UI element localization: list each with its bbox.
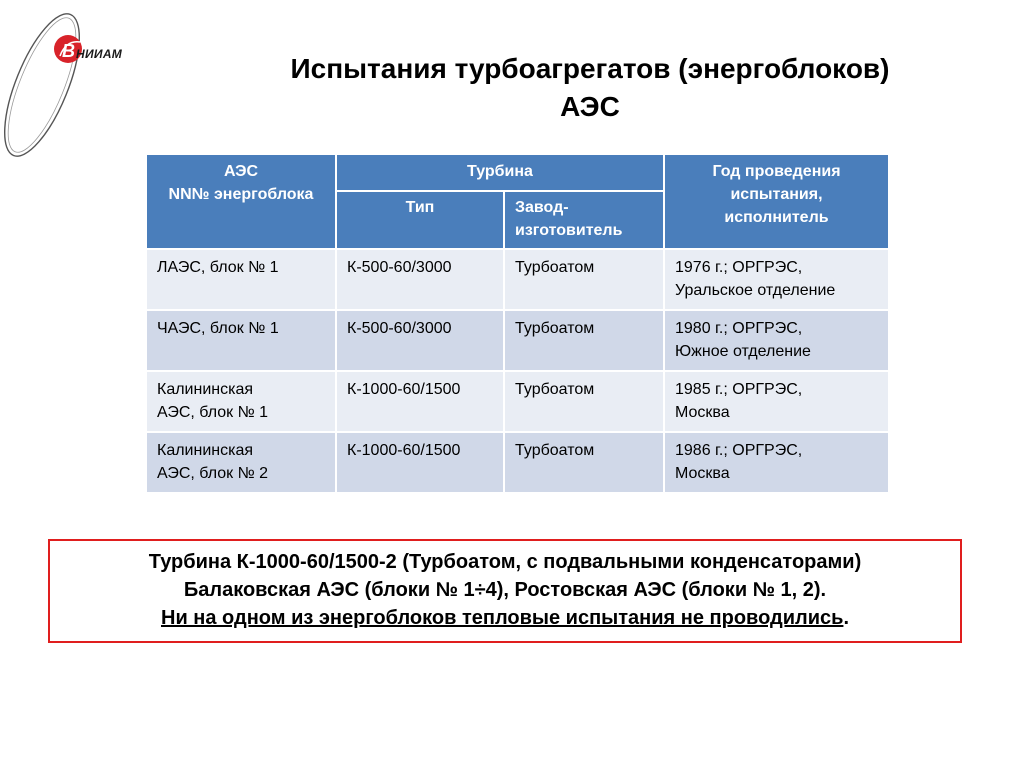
header-maker-line2: изготовитель: [515, 222, 623, 239]
header-year-line2: испытания,: [730, 186, 823, 203]
cell-aes: [146, 310, 336, 371]
tests-table: [145, 153, 890, 494]
header-turbine: Турбина: [336, 154, 664, 191]
note-line-1: Турбина К-1000-60/1500-2 (Турбоатом, с подвальными конденсаторами): [148, 551, 862, 573]
cell-aes: [146, 371, 336, 432]
cell-aes-line1: Калининская: [157, 442, 254, 459]
table-header-row: [146, 154, 889, 191]
header-year-line3: исполнитель: [724, 209, 829, 226]
header-aes-line2: NN№ энергоблока: [168, 186, 314, 203]
title-line-2: АЭС: [560, 91, 620, 122]
cell-type: К-500-60/3000: [336, 310, 504, 371]
header-maker-line1: Завод-: [515, 199, 569, 216]
page-title: [180, 50, 1000, 126]
note-line-3-underlined: Ни на одном из энергоблоков тепловые испытания не проводились: [161, 607, 844, 629]
table-row: [146, 371, 889, 432]
cell-year-line2: Южное отделение: [675, 343, 811, 360]
cell-type: К-1000-60/1500: [336, 371, 504, 432]
cell-year-line1: 1976 г.; ОРГРЭС,: [675, 259, 803, 276]
cell-year-line2: Москва: [675, 404, 730, 421]
cell-type: К-500-60/3000: [336, 249, 504, 310]
header-aes-line1: АЭС: [223, 163, 259, 180]
cell-year-line1: 1986 г.; ОРГРЭС,: [675, 442, 803, 459]
header-type: Тип: [336, 191, 504, 249]
cell-aes: [146, 432, 336, 493]
cell-aes: [146, 249, 336, 310]
cell-aes-line1: ЧАЭС, блок № 1: [157, 320, 279, 337]
cell-year-line2: Москва: [675, 465, 730, 482]
cell-maker: Турбоатом: [504, 371, 664, 432]
table-row: [146, 249, 889, 310]
cell-type: К-1000-60/1500: [336, 432, 504, 493]
title-line-1: Испытания турбоагрегатов (энергоблоков): [290, 53, 890, 84]
cell-aes-line2: АЭС, блок № 2: [157, 465, 269, 482]
cell-maker: Турбоатом: [504, 432, 664, 493]
logo-orbit-icon: [0, 0, 140, 160]
cell-year: [664, 310, 889, 371]
cell-aes-line1: Калининская: [157, 381, 254, 398]
cell-maker: Турбоатом: [504, 249, 664, 310]
logo-text: НИИАМ: [76, 47, 123, 61]
header-aes: [146, 154, 336, 249]
header-year-line1: Год проведения: [712, 163, 841, 180]
table-row: [146, 432, 889, 493]
cell-year-line2: Уральское отделение: [675, 282, 836, 299]
table-row: [146, 310, 889, 371]
cell-year: [664, 249, 889, 310]
note-line-3-end: .: [843, 607, 849, 629]
cell-year-line1: 1985 г.; ОРГРЭС,: [675, 381, 803, 398]
header-year: [664, 154, 889, 249]
cell-maker: Турбоатом: [504, 310, 664, 371]
cell-year-line1: 1980 г.; ОРГРЭС,: [675, 320, 803, 337]
cell-aes-line2: АЭС, блок № 1: [157, 404, 269, 421]
note-box: [48, 539, 962, 643]
note-line-3: [50, 604, 960, 632]
header-maker: [504, 191, 664, 249]
note-line-2: Балаковская АЭС (блоки № 1÷4), Ростовская АЭС (блоки № 1, 2).: [183, 579, 827, 601]
cell-year: [664, 432, 889, 493]
company-logo: [0, 0, 140, 160]
cell-aes-line1: ЛАЭС, блок № 1: [157, 259, 279, 276]
cell-year: [664, 371, 889, 432]
logo-letter: В: [62, 41, 75, 61]
